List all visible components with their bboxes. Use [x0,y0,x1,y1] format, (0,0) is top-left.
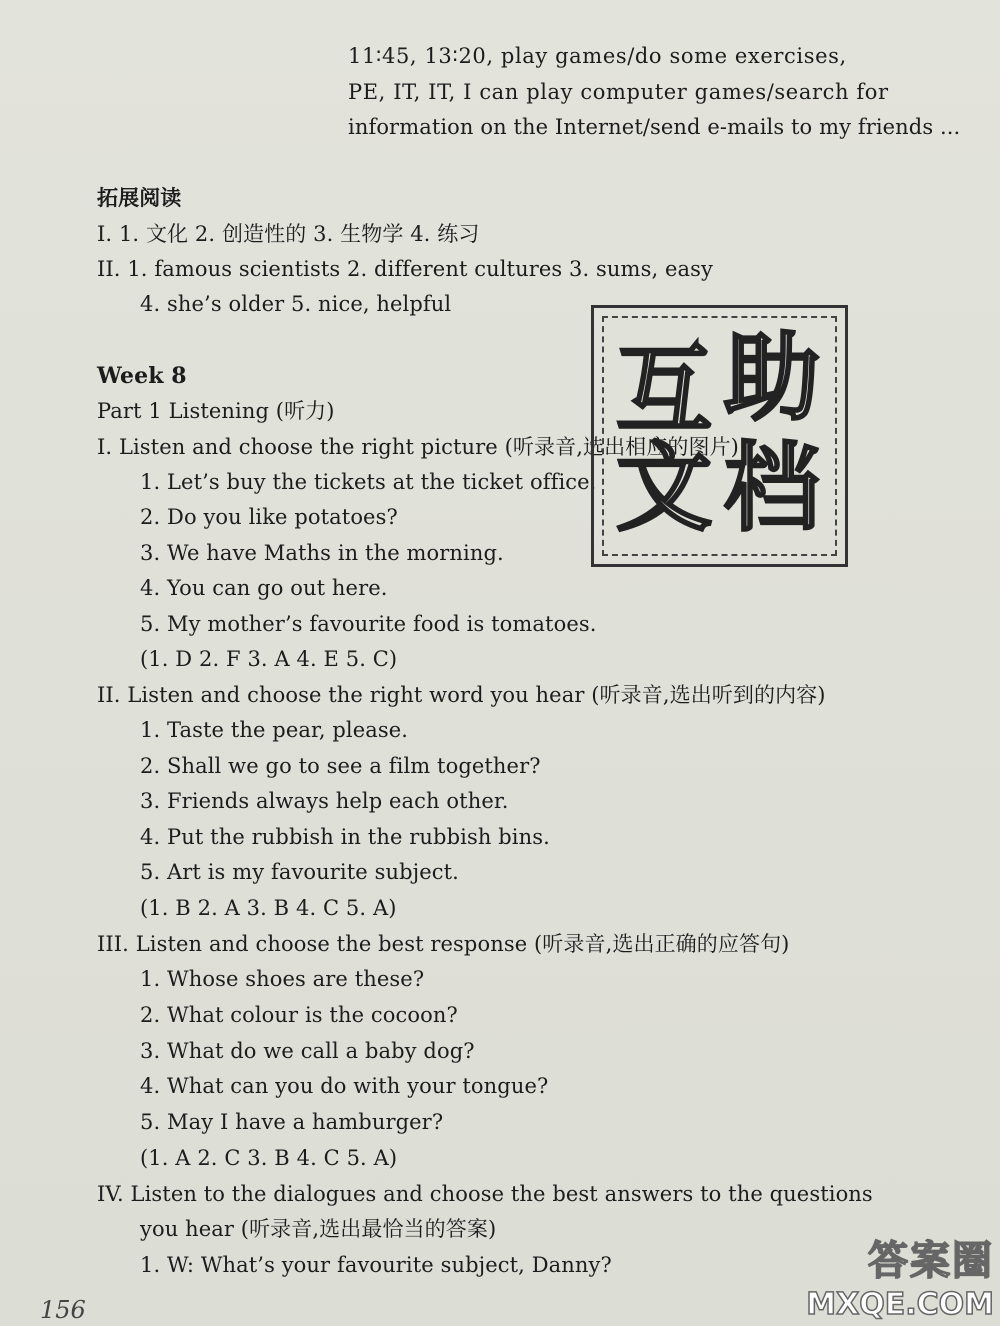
page-number: 156 [40,1296,86,1324]
part-heading: Part 1 Listening (听力) [97,399,335,423]
watermark-url: MXQE.COM [806,1287,994,1322]
text-line: you hear (听录音,选出最恰当的答案) [140,1217,497,1241]
text-line: 3. Friends always help each other. [140,789,509,813]
text-line: 2. Shall we go to see a film together? [140,754,541,778]
text-line: 4. she’s older 5. nice, helpful [140,292,452,316]
answer-line: (1. A 2. C 3. B 4. C 5. A) [140,1146,398,1170]
answer-line: (1. B 2. A 3. B 4. C 5. A) [140,896,397,920]
text-line: 1. Taste the pear, please. [140,718,409,742]
section-heading: 拓展阅读 [97,185,182,210]
question-heading: IV. Listen to the dialogues and choose the best answers to the questions [97,1182,873,1206]
text-line: PE, IT, IT, I can play computer games/search for [348,80,889,104]
text-line: 1. W: What’s your favourite subject, Danny? [140,1253,612,1277]
text-line: 5. Art is my favourite subject. [140,860,459,884]
text-line: 3. What do we call a baby dog? [140,1039,475,1063]
text-line: 3. We have Maths in the morning. [140,541,504,565]
seal-char: 文 [616,432,712,544]
question-heading: III. Listen and choose the best response (听录音,选出正确的应答句) [97,932,790,956]
text-line: 5. My mother’s favourite food is tomatoes. [140,612,597,636]
text-line: 1. Let’s buy the tickets at the ticket office. [140,470,597,494]
text-line: 5. May I have a hamburger? [140,1110,444,1134]
week-heading: Week 8 [97,363,187,389]
seal-char: 助 [724,322,820,434]
text-line: 2. What colour is the cocoon? [140,1003,458,1027]
seal-char: 互 [616,334,712,446]
text-line: II. 1. famous scientists 2. different cultures 3. sums, easy [97,257,713,281]
text-line: information on the Internet/send e-mails to my friends ... [348,115,961,139]
answer-line: (1. D 2. F 3. A 4. E 5. C) [140,647,398,671]
text-line: 2. Do you like potatoes? [140,505,398,529]
text-line: 1. Whose shoes are these? [140,967,425,991]
question-heading: II. Listen and choose the right word you hear (听录音,选出听到的内容) [97,683,826,707]
watermark-logo-text: 答案圈 [868,1238,994,1284]
text-line: I. 1. 文化 2. 创造性的 3. 生物学 4. 练习 [97,222,480,246]
text-line: 4. What can you do with your tongue? [140,1074,549,1098]
question-heading: I. Listen and choose the right picture (听录音,选出相应的图片) [97,435,739,459]
text-line: 11∶45, 13∶20, play games/do some exercises, [348,44,847,68]
site-watermark [806,1230,1000,1326]
seal-stamp [591,305,848,567]
text-line: 4. You can go out here. [140,576,388,600]
text-line: 4. Put the rubbish in the rubbish bins. [140,825,550,849]
seal-char: 档 [724,432,820,544]
